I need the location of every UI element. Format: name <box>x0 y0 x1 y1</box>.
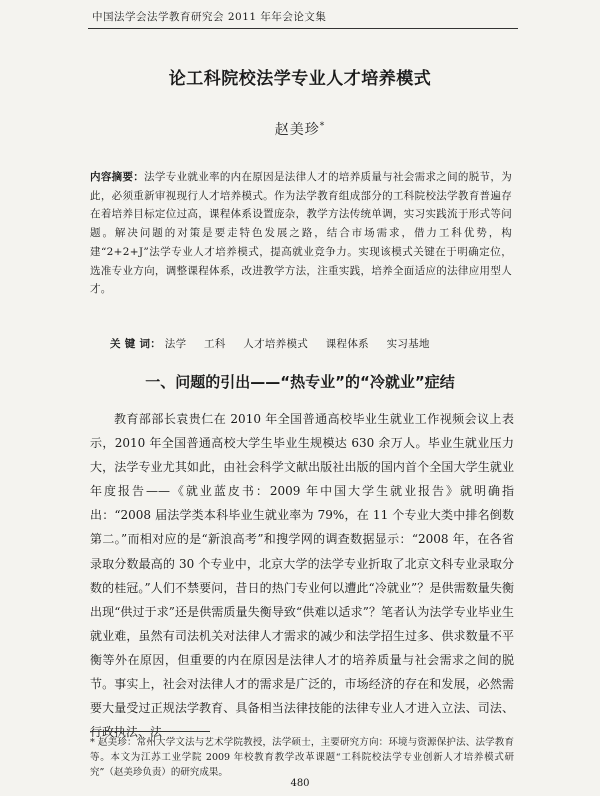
keyword-item: 工科 <box>204 338 226 350</box>
author-line <box>0 119 600 139</box>
keyword-item: 课程体系 <box>325 338 369 350</box>
footnote-rule <box>90 731 210 732</box>
keywords <box>110 336 510 351</box>
header-rule <box>88 28 518 29</box>
keyword-item: 人才培养模式 <box>243 338 309 350</box>
section-heading: 一、问题的引出——“热专业”的“冷就业”症结 <box>145 373 455 391</box>
keyword-item: 法学 <box>164 338 187 350</box>
keywords-label: 关 键 词： <box>110 338 162 350</box>
abstract-label: 内容摘要： <box>90 171 145 183</box>
abstract <box>90 168 512 299</box>
page-number: 480 <box>290 778 310 789</box>
body-text <box>90 407 514 744</box>
paper-title: 论工科院校法学专业人才培养模式 <box>168 69 432 89</box>
abstract-text: 法学专业就业率的内在原因是法律人才的培养质量与社会需求之间的脱节，为此，必须重新审视现行人才培养模式。作为法学教育组成部分的工科院校法学教育普遍存在着培养目标定位过高，课程体系设置庞杂，教学方法传统单调，实习实践流于形式等问题。解决问题的对策是要走特色发展之路，结合市场需求，借力工科优势，构建“2+2+J”法学专业人才培养模式，提高就业竞争力。实现该模式关键在于明确定位，选准专业方向，调整课程体系，改进教学方法，注重实践，培养全面适应的法律应用型人才。 <box>90 171 512 296</box>
author-name: 赵美珍 <box>274 122 320 138</box>
footnote: * 赵美珍：常州大学文法与艺术学院教授，法学硕士，主要研究方向：环境与资源保护法、法学教育等。本文为江苏工业学院 2009 年校教育教学改革课题“工科院校法学专业创新人才培养模式研究”（赵美珍负责）的研究成果。 <box>90 737 514 778</box>
body-paragraph: 教育部部长袁贵仁在 2010 年全国普通高校毕业生就业工作视频会议上表示，2010 年全国普通高校大学生毕业生规模达 630 余万人。毕业生就业压力大，法学专业尤其如此，由社会科学文献出版社出版的国内首个全国大学生就业年度报告——《就业蓝皮书：2009 年中国大学生就业报告》就明确指出：“2008 届法学类本科毕业生就业率为 79%，在 11 个专业大类中排名倒数第二。”而相对应的是“新浪高考”和搜学网的调查数据显示：“2008 年，在各省录取分数最高的 30 个专业中，北京大学的法学专业折取了北京文科专业录取分数的桂冠。”人们不禁要问，昔日的热门专业何以遭此“冷就业”？是供需数量失衡出现“供过于求”还是供需质量失衡导致“供难以适求”？笔者认为法学专业毕业生就业难，虽然有司法机关对法律人才需求的减少和法学招生过多、供求数量不平衡等外在原因，但重要的内在原因是法律人才的培养质量与社会需求之间的脱节。事实上，社会对法律人才的需求是广泛的，市场经济的存在和发展，必然需要大量受过正规法学教育、具备相当法律技能的法律专业人才进入立法、司法、行政执法、法 <box>90 412 514 740</box>
running-header: 中国法学会法学教育研究会 2011 年年会论文集 <box>92 11 327 23</box>
author-footnote-marker: * <box>319 121 326 132</box>
keyword-item: 实习基地 <box>386 338 430 350</box>
